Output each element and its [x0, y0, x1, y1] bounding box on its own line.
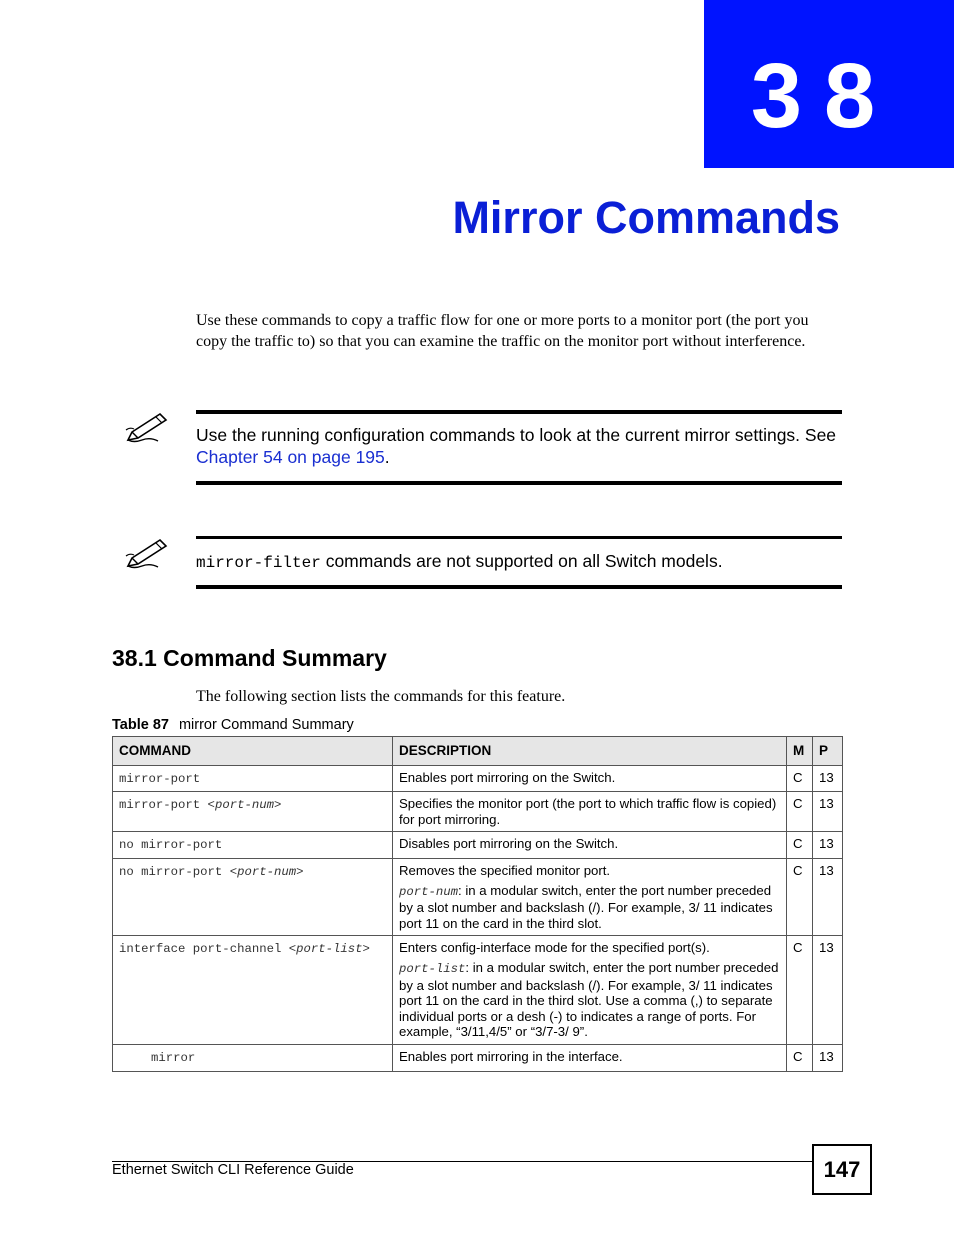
table-caption	[112, 717, 354, 733]
note-text-before: Use the running configuration commands to look at the current mirror settings. See	[196, 425, 837, 445]
privilege-cell: 13	[813, 792, 843, 832]
note-text-body: commands are not supported on all Switch models.	[320, 551, 723, 571]
note-rule-top	[196, 536, 842, 539]
note-text	[196, 424, 846, 468]
note-code: mirror-filter	[196, 554, 321, 572]
description-cell: Specifies the monitor port (the port to which traffic flow is copied) for port mirroring.	[393, 792, 787, 832]
table-row	[113, 832, 843, 859]
table-row	[113, 792, 843, 832]
command-cell: interface port-channel <port-list>	[113, 936, 393, 1045]
table-row	[113, 858, 843, 935]
description-cell: Removes the specified monitor port. port-num: in a modular switch, enter the port number preceded by a slot number and backslash (/). For example, 3/ 11 indicates port 11 on the card in the third slot.	[393, 858, 787, 935]
mode-cell: C	[787, 765, 813, 792]
table-caption-text: mirror Command Summary	[178, 717, 354, 733]
command-cell: no mirror-port <port-num>	[113, 858, 393, 935]
section-intro: The following section lists the commands for this feature.	[196, 688, 566, 705]
header-description: DESCRIPTION	[393, 737, 787, 766]
mode-cell: C	[787, 858, 813, 935]
description-cell: Disables port mirroring on the Switch.	[393, 832, 787, 859]
mode-cell: C	[787, 792, 813, 832]
intro-paragraph: Use these commands to copy a traffic flow for one or more ports to a monitor port (the port you copy the traffic to) so that you can examine the traffic on the monitor port without interference.	[196, 312, 809, 350]
description-cell: Enables port mirroring in the interface.	[393, 1044, 787, 1071]
command-summary-table	[112, 736, 843, 1072]
table-row	[113, 765, 843, 792]
note-rule-bottom	[196, 481, 842, 485]
command-cell: mirror	[113, 1044, 393, 1071]
chapter-number-box	[704, 0, 954, 168]
privilege-cell: 13	[813, 858, 843, 935]
header-p: P	[813, 737, 843, 766]
note-text-after: .	[384, 447, 390, 467]
table-row	[113, 1044, 843, 1071]
header-command: COMMAND	[113, 737, 393, 766]
note-text	[196, 550, 846, 574]
mode-cell: C	[787, 832, 813, 859]
header-m: M	[787, 737, 813, 766]
chapter-link[interactable]: Chapter 54 on page 195	[196, 447, 385, 467]
chapter-title: Mirror Commands	[452, 192, 840, 243]
description-cell: Enters config-interface mode for the specified port(s). port-list: in a modular switch, enter the port number preceded by a slot number and backslash (/). For example, 3/ 11 indicates port 11 on the card in the third slot. Use a comma (,) to separate individual ports or a desh (-) to indicates a range of ports. For example, “3/11,4/5” or “3/7-3/ 9”.	[393, 936, 787, 1045]
table-row	[113, 936, 843, 1045]
chapter-number: 38	[750, 45, 898, 147]
page-number: 147	[812, 1144, 872, 1195]
privilege-cell: 13	[813, 832, 843, 859]
privilege-cell: 13	[813, 1044, 843, 1071]
command-cell: mirror-port <port-num>	[113, 792, 393, 832]
command-cell: mirror-port	[113, 765, 393, 792]
pencil-note-icon	[124, 410, 170, 444]
table-header-row	[113, 737, 843, 766]
pencil-note-icon	[124, 536, 170, 570]
description-cell: Enables port mirroring on the Switch.	[393, 765, 787, 792]
footer-guide-title: Ethernet Switch CLI Reference Guide	[112, 1162, 354, 1178]
privilege-cell: 13	[813, 936, 843, 1045]
section-title: 38.1 Command Summary	[112, 645, 387, 671]
note-rule-bottom	[196, 585, 842, 589]
mode-cell: C	[787, 1044, 813, 1071]
privilege-cell: 13	[813, 765, 843, 792]
command-cell: no mirror-port	[113, 832, 393, 859]
mode-cell: C	[787, 936, 813, 1045]
note-rule-top	[196, 410, 842, 414]
table-caption-label: Table 87	[112, 717, 169, 733]
